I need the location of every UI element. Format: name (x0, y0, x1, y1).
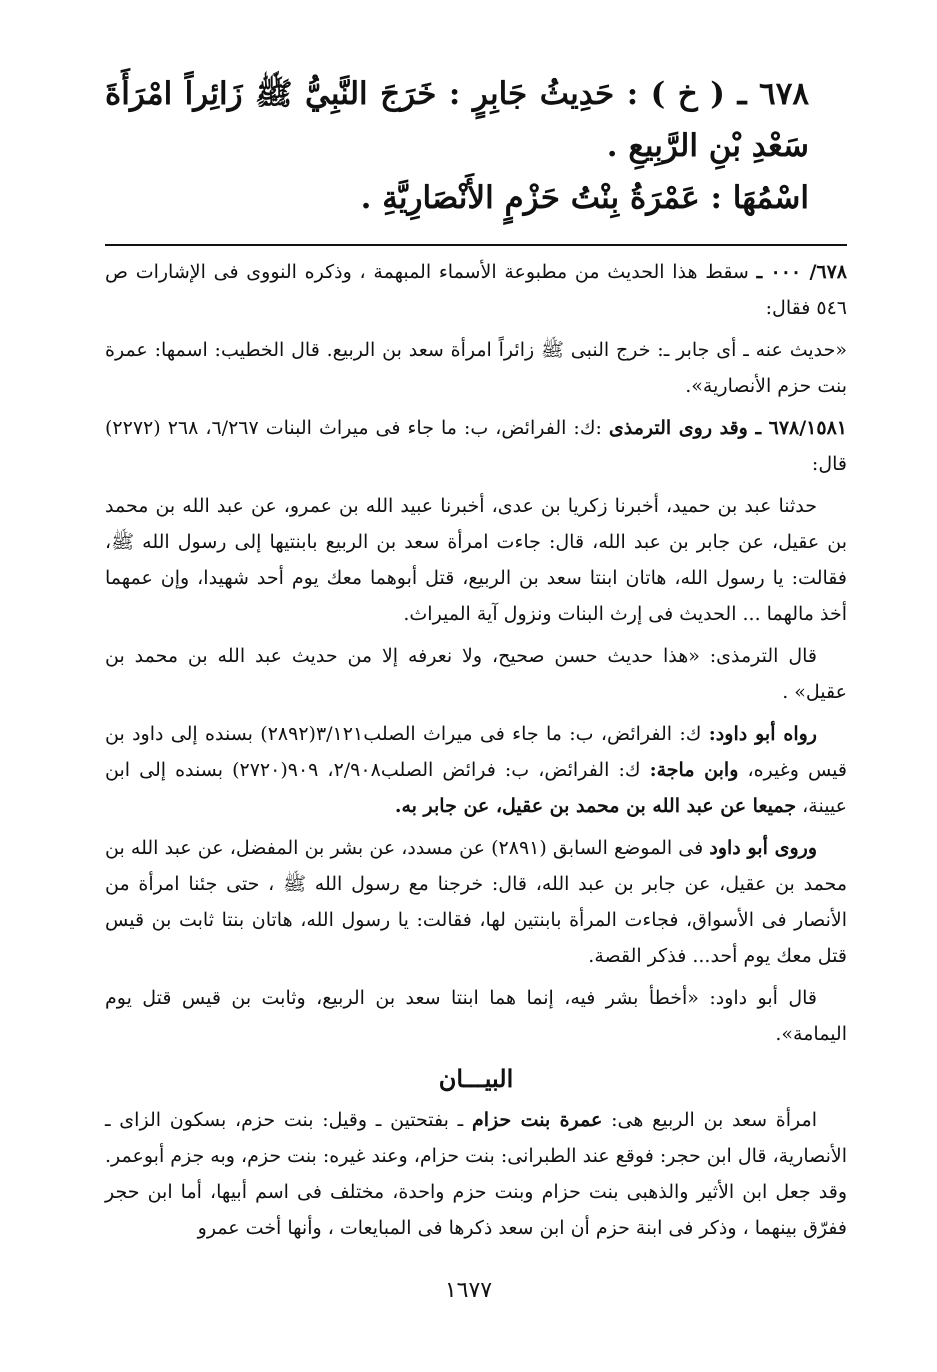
note-lead-3: ٦٧٨/١٥٨١ ـ وقد روى الترمذى (608, 417, 847, 439)
note-paragraph-1 (105, 254, 847, 326)
riwaya-lead-1: رواه أبو داود: (708, 723, 817, 745)
riwaya-abudawud-lead: وروى أبو داود (709, 837, 817, 859)
bayan-paragraph (105, 1102, 847, 1246)
main-line-1: ٦٧٨ ـ ( خ ) : حَدِيثُ جَابِرٍ : خَرَجَ النَّبِيُّ ﷺ زَائِراً امْرَأَةَ سَعْدِ بْنِ الرَّبِيعِ . (105, 76, 809, 164)
riwaya-abudawud-text: فى الموضع السابق (٢٨٩١) عن مسدد، عن بشر بن المفضل، عن عبد الله بن محمد بن عقيل، عن جابر بن عبد الله، قال: خرجنا مع رسول الله ﷺ ، حتى جئنا امرأة من الأنصار فى الأسواق، فجاءت المرأة بابنتين لها، فقالت: يا رسول الله، هاتان بنتا ثابت بن قيس قتل معك يوم أحد... فذكر القصة. (105, 837, 847, 967)
note-paragraph-3 (105, 410, 847, 482)
page-body (105, 60, 847, 1246)
hadith-paragraph (105, 488, 847, 632)
riwaya-paragraph-1 (105, 716, 847, 824)
note-text-2: «حديث عنه ـ أى جابر ـ: خرج النبى ﷺ زائراً امرأة سعد بن الربيع. قال الخطيب: اسمها: عمرة بنت حزم الأنصارية». (105, 339, 847, 397)
main-line-2: اسْمُهَا : عَمْرَةُ بِنْتُ حَزْمٍ الأَنْصَارِيَّةِ . (360, 180, 809, 216)
main-text (105, 68, 809, 224)
tirmidhi-comment (105, 638, 847, 710)
note-paragraph-2 (105, 332, 847, 404)
note-lead-1: ٦٧٨/ ٠٠٠ ـ (756, 261, 848, 283)
page-number: ١٦٧٧ (444, 1278, 493, 1303)
separator-rule (105, 244, 847, 246)
bayan-pre: امرأة سعد بن الربيع هى: (611, 1109, 817, 1131)
riwaya-lead-2: وابن ماجة: (649, 759, 739, 781)
riwaya-text-1: ك: الفرائض، ب: ما جاء فى ميراث الصلب٣/١٢١(٢٨٩٢) بسنده إلى داود بن قيس وغيره، (105, 723, 847, 781)
tirmidhi-comment-text: قال الترمذى: «هذا حديث حسن صحيح، ولا نعرفه إلا من حديث عبد الله بن محمد بن عقيل» . (105, 645, 847, 703)
riwaya-text-2: ك: الفرائض، ب: فرائض الصلب٢/٩٠٨، ٩٠٩(٢٧٢٠) بسنده إلى ابن عيينة، (105, 759, 847, 817)
riwaya-paragraph-2 (105, 830, 847, 974)
note-text-3: :ك: الفرائض، ب: ما جاء فى ميراث البنات ٦/٢٦٧، ٢٦٨ (٢٢٧٢) قال: (105, 417, 847, 475)
bayan-heading: البيـــان (438, 1064, 514, 1093)
riwaya-tail: جميعا عن عبد الله بن محمد بن عقيل، عن جابر به. (394, 795, 797, 817)
note-text-1: سقط هذا الحديث من مطبوعة الأسماء المبهمة ، وذكره النووى فى الإشارات ص ٥٤٦ فقال: (105, 261, 847, 319)
hadith-text: حدثنا عبد بن حميد، أخبرنا زكريا بن عدى، أخبرنا عبيد الله بن عمرو، عن عبد الله بن محمد بن عقيل، عن جابر بن عبد الله، قال: جاءت امرأة سعد بن الربيع بابنتيها إلى رسول الله ﷺ، فقالت: يا رسول الله، هاتان ابنتا سعد بن الربيع، قتل أبوهما معك يوم أحد شهيدا، وإن عمهما أخذ مالهما ... الحديث فى إرث البنات ونزول آية الميراث. (105, 495, 847, 625)
bayan-text: ـ بفتحتين ـ وقيل: بنت حزم، بسكون الزاى ـ الأنصارية، قال ابن حجر: فوقع عند الطبرانى: بنت حزام، وعند غيره: بنت حزم، وبه جزم أبوعمر. وقد جعل ابن الأثير والذهبى بنت حزام وبنت حزم واحدة، مختلف فى اسم أبيها، أما ابن حجر ففرّق بينهما ، وذكر فى ابنة حزم أن ابن سعد ذكرها فى المبايعات ، وأنها أخت عمرو (105, 1109, 847, 1239)
abudawud-comment-text: قال أبو داود: «أخطأ بشر فيه، إنما هما ابنتا سعد بن الربيع، وثابت بن قيس قتل يوم اليمامة». (105, 987, 847, 1045)
bayan-name: عمرة بنت حزام (472, 1109, 603, 1131)
riwaya-paragraph-3 (105, 980, 847, 1052)
